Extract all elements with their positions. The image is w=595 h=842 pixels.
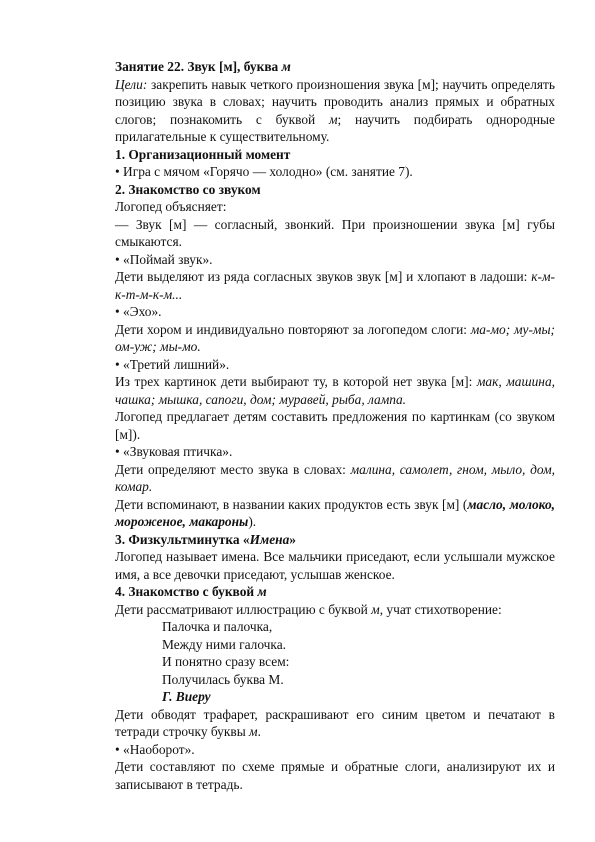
goals-letter: м bbox=[328, 111, 338, 127]
poem-line: Между ними галочка. bbox=[162, 636, 287, 652]
section1-item: • Игра с мячом «Горячо — холодно» (см. занятие 7). bbox=[115, 164, 413, 179]
section3-heading-suffix: » bbox=[289, 531, 296, 547]
section2-explain: — Звук [м] — согласный, звонкий. При произношении звука [м] губы смыкаются. bbox=[115, 216, 555, 249]
lesson-goals bbox=[115, 76, 555, 146]
stencil-text-plain: Дети обводят трафарет, раскрашивают его синим цветом и печатают в тетради строчку буквы bbox=[115, 706, 555, 739]
lesson-title-text: Занятие 22. Звук [м], буква bbox=[115, 59, 282, 74]
game2-title: • «Эхо». bbox=[115, 304, 162, 319]
section4-intro-plain: Дети рассматривают иллюстрацию с буквой bbox=[115, 601, 372, 617]
game4-title: • «Звуковая птичка». bbox=[115, 444, 233, 459]
section4-intro-tail: , учат стихотворение: bbox=[379, 601, 502, 617]
section4-game-title: • «Наоборот». bbox=[115, 741, 195, 757]
poem bbox=[115, 618, 555, 706]
lesson-title-letter: м bbox=[281, 59, 291, 74]
section3-text: Логопед называет имена. Все мальчики приседают, если услышали мужское имя, а все девочки приседают, услышав женское. bbox=[115, 549, 555, 582]
game4-text bbox=[115, 461, 555, 496]
lesson-title bbox=[115, 58, 555, 76]
section4-intro-letter: м bbox=[371, 601, 380, 617]
goals-text: закрепить навык четкого произношения звука [м]; научить определять позицию звука в словах; научить проводить анализ прямых и обратных слогов; познакомить с буквой bbox=[115, 76, 555, 127]
game3-text bbox=[115, 373, 555, 408]
section4-heading bbox=[115, 583, 555, 601]
poem-line: Палочка и палочка, bbox=[162, 619, 273, 634]
game2-text bbox=[115, 321, 555, 356]
section3-heading bbox=[115, 531, 555, 549]
game3-title: • «Третий лишний». bbox=[115, 356, 230, 372]
poem-line: Получилась буква М. bbox=[162, 671, 284, 687]
stencil-text-tail: . bbox=[257, 724, 261, 739]
game2-text-plain: Дети хором и индивидуально повторяют за логопедом слоги: bbox=[115, 321, 471, 337]
products-text-tail: ). bbox=[248, 514, 257, 529]
game4-text-italic: малина, самолет, гном, мыло, дом, комар. bbox=[115, 461, 555, 494]
section3-heading-italic: Имена bbox=[249, 531, 290, 547]
section4-game-text: Дети составляют по схеме прямые и обратные слоги, анализируют их и записывают в тетрадь. bbox=[115, 759, 555, 792]
game1-text bbox=[115, 268, 555, 303]
game2-text-italic: ма-мо; му-мы; ом-уж; мы-мо. bbox=[115, 321, 555, 354]
section2-intro: Логопед объясняет: bbox=[115, 199, 227, 214]
section2-heading: 2. Знакомство со звуком bbox=[115, 181, 261, 197]
sentences-text: Логопед предлагает детям составить предложения по картинкам (со звуком [м]). bbox=[115, 409, 555, 442]
document-page bbox=[115, 58, 555, 793]
section4-intro bbox=[115, 601, 555, 619]
stencil-text-letter: м bbox=[249, 724, 258, 739]
section1-heading: 1. Организационный момент bbox=[115, 146, 291, 162]
poem-line: И понятно сразу всем: bbox=[162, 654, 290, 669]
section4-heading-letter: м bbox=[257, 584, 267, 599]
goals-tail: ; научить подбирать однородные прилагательные к существительному. bbox=[115, 111, 555, 144]
goals-label: Цели: bbox=[115, 76, 148, 92]
game1-text-plain: Дети выделяют из ряда согласных звуков звук [м] и хлопают в ладоши: bbox=[115, 269, 532, 284]
game4-text-plain: Дети определяют место звука в словах: bbox=[115, 461, 351, 477]
poem-author bbox=[115, 688, 555, 706]
game1-title: • «Поймай звук». bbox=[115, 251, 213, 267]
poem-author-text: Г. Виеру bbox=[162, 689, 211, 704]
game3-text-plain: Из трех картинок дети выбирают ту, в которой нет звука [м]: bbox=[115, 374, 477, 389]
section3-heading-prefix: 3. Физкультминутка « bbox=[115, 531, 250, 547]
products-text bbox=[115, 496, 555, 531]
game1-text-italic: к-м-к-т-м-к-м... bbox=[115, 269, 555, 302]
section4-heading-prefix: 4. Знакомство с буквой bbox=[115, 584, 258, 599]
products-text-italic: масло, молоко, мороженое, макароны bbox=[115, 496, 555, 529]
products-text-plain: Дети вспоминают, в названии каких продуктов есть звук [м] ( bbox=[115, 496, 468, 512]
game3-text-italic: мак, машина, чашка; мышка, сапоги, дом; муравей, рыба, лампа. bbox=[115, 374, 555, 407]
stencil-text bbox=[115, 706, 555, 741]
